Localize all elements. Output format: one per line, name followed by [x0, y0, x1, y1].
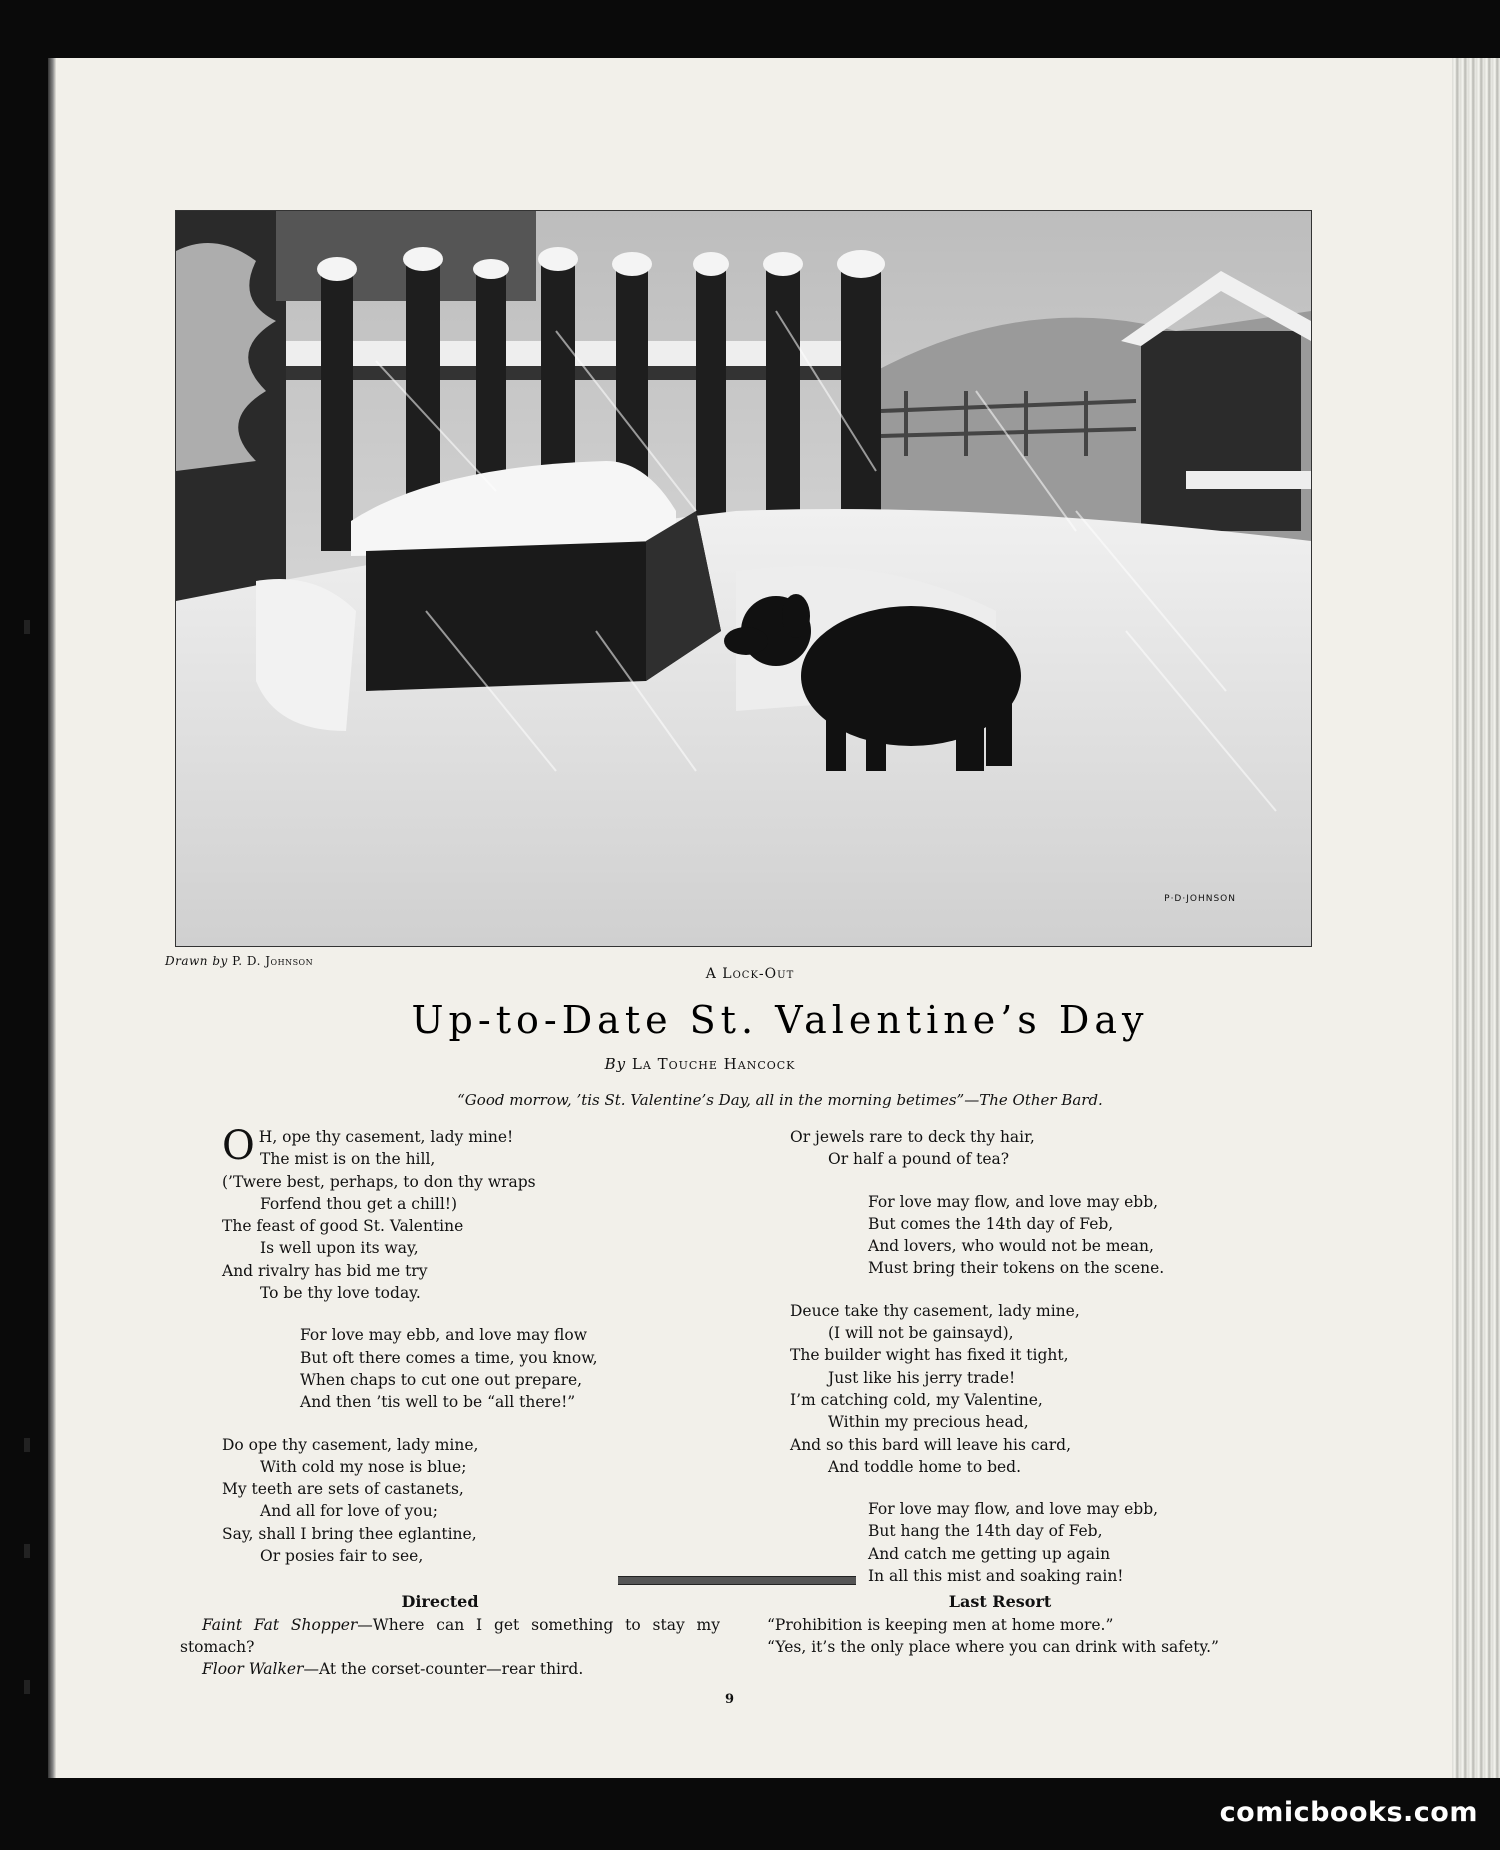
poem-line-text: And toddle home to bed.: [828, 1457, 1022, 1476]
article-epigraph: “Good morrow, ’tis St. Valentine’s Day, all in the morning betimes”—The Other Bard.: [457, 1091, 1103, 1109]
credit-artist: P. D. Johnson: [232, 954, 314, 968]
joke-line: “Prohibition is keeping men at home more.”: [767, 1616, 1114, 1634]
poem-line-text: Or posies fair to see,: [260, 1547, 424, 1566]
poem-line-text: Or half a pound of tea?: [828, 1150, 1010, 1169]
page-edges: [1452, 58, 1500, 1778]
poem-line: [790, 1367, 1230, 1389]
poem-line-text: The feast of good St. Valentine: [222, 1217, 464, 1236]
poem-line-text: Must bring their tokens on the scene.: [868, 1259, 1165, 1278]
section-divider: [618, 1576, 856, 1585]
joke-line: “Yes, it’s the only place where you can drink with safety.”: [767, 1638, 1219, 1656]
poem-line-text: And catch me getting up again: [868, 1544, 1111, 1563]
poem-line: [222, 1260, 642, 1282]
illustration-credit: [165, 954, 313, 968]
poem-line: [790, 1344, 1230, 1366]
poem-line-text: I’m catching cold, my Valentine,: [790, 1390, 1043, 1409]
joke-speaker: Faint Fat Shopper: [202, 1616, 358, 1634]
poem-line: [222, 1456, 642, 1478]
joke-heading-directed: Directed: [401, 1592, 479, 1611]
binding-mark: [24, 1680, 30, 1694]
poem-line: [790, 1543, 1230, 1565]
poem-line: [790, 1411, 1230, 1433]
poem-line-text: But comes the 14th day of Feb,: [868, 1214, 1114, 1233]
poem-line: [222, 1391, 642, 1413]
drop-cap: O: [222, 1123, 255, 1169]
watermark: comicbooks.com: [1219, 1797, 1478, 1828]
byline-prefix: By: [604, 1055, 627, 1073]
joke-last-resort: [745, 1614, 1290, 1658]
poem-line: [222, 1324, 642, 1346]
illustration-caption: A Lock-Out: [705, 966, 795, 982]
poem-line: [790, 1191, 1230, 1213]
poem-line: [790, 1498, 1230, 1520]
poem-line-text: Say, shall I bring thee eglantine,: [222, 1524, 477, 1543]
stanza-gap: [790, 1171, 1230, 1191]
poem-line: [222, 1523, 642, 1545]
poem-line-text: And lovers, who would not be mean,: [868, 1237, 1154, 1256]
illustration-drawing: [176, 211, 1311, 946]
joke-directed: [180, 1614, 720, 1680]
joke-speaker: Floor Walker: [202, 1660, 304, 1678]
poem-line-text: Within my precious head,: [828, 1413, 1029, 1432]
illustration-a-lock-out: [175, 210, 1312, 947]
poem-line: [790, 1126, 1230, 1148]
poem-line: [222, 1369, 642, 1391]
poem-line: [222, 1282, 642, 1304]
stanza-gap: [222, 1414, 642, 1434]
joke-line: —At the corset-counter—rear third.: [303, 1660, 584, 1678]
poem-line-text: Forfend thou get a chill!): [260, 1194, 458, 1213]
stanza-gap: [790, 1280, 1230, 1300]
poem-line: [790, 1565, 1230, 1587]
poem-line: [790, 1235, 1230, 1257]
binding-mark: [24, 620, 30, 634]
poem-line-text: For love may flow, and love may ebb,: [868, 1192, 1159, 1211]
credit-prefix: Drawn by: [165, 954, 228, 968]
poem-line-text: Just like his jerry trade!: [828, 1368, 1016, 1387]
poem-line: [222, 1545, 642, 1567]
poem-line: [790, 1300, 1230, 1322]
poem-line-text: The mist is on the hill,: [260, 1150, 436, 1169]
poem-line: [790, 1322, 1230, 1344]
poem-line-text: And rivalry has bid me try: [222, 1261, 428, 1280]
poem-line: [790, 1456, 1230, 1478]
poem-line: [222, 1347, 642, 1369]
page-number: 9: [725, 1692, 735, 1707]
poem-line: [222, 1148, 642, 1170]
poem-line: [222, 1500, 642, 1522]
poem-line: [222, 1237, 642, 1259]
poem-line-text: (’Twere best, perhaps, to don thy wraps: [222, 1172, 536, 1191]
poem-left-column: [222, 1123, 642, 1567]
poem-line-text: (I will not be gainsayd),: [828, 1324, 1014, 1343]
byline-author: La Touche Hancock: [631, 1055, 796, 1073]
poem-right-column: [790, 1126, 1230, 1587]
poem-line: [790, 1389, 1230, 1411]
binding-mark: [24, 1438, 30, 1452]
poem-line-text: And all for love of you;: [260, 1502, 438, 1521]
article-title: Up-to-Date St. Valentine’s Day: [411, 998, 1149, 1042]
poem-line-text: The builder wight has fixed it tight,: [790, 1346, 1069, 1365]
poem-line-text: And then ’tis well to be “all there!”: [300, 1393, 576, 1412]
poem-line-text: But hang the 14th day of Feb,: [868, 1522, 1103, 1541]
joke-line: —Where can I get something to stay my stomach?: [180, 1616, 721, 1656]
poem-line: [790, 1148, 1230, 1170]
poem-line-text: When chaps to cut one out prepare,: [300, 1370, 583, 1389]
poem-line-text: H, ope thy casement, lady mine!: [258, 1128, 514, 1146]
poem-line-text: To be thy love today.: [260, 1284, 421, 1303]
poem-line: [222, 1434, 642, 1456]
poem-line-text: Or jewels rare to deck thy hair,: [790, 1128, 1035, 1146]
poem-line: [222, 1171, 642, 1193]
stanza-gap: [790, 1478, 1230, 1498]
poem-line-text: In all this mist and soaking rain!: [868, 1567, 1124, 1586]
poem-line-text: But oft there comes a time, you know,: [300, 1348, 598, 1367]
poem-line-text: My teeth are sets of castanets,: [222, 1480, 464, 1499]
article-byline: [500, 1055, 900, 1073]
artist-signature: P·D·JOHNSON: [1164, 894, 1236, 904]
joke-heading-last-resort: Last Resort: [948, 1592, 1052, 1611]
page-gutter: [48, 58, 56, 1778]
poem-line: [222, 1215, 642, 1237]
poem-line-text: And so this bard will leave his card,: [790, 1435, 1072, 1454]
poem-line: [790, 1434, 1230, 1456]
stanza-gap: [222, 1304, 642, 1324]
poem-line-text: For love may flow, and love may ebb,: [868, 1500, 1159, 1519]
poem-line-text: For love may ebb, and love may flow: [300, 1326, 587, 1345]
binding-mark: [24, 1544, 30, 1558]
poem-line-text: With cold my nose is blue;: [260, 1457, 467, 1476]
poem-line-text: Is well upon its way,: [260, 1239, 419, 1258]
poem-line-text: Do ope thy casement, lady mine,: [222, 1435, 479, 1454]
poem-line: [790, 1520, 1230, 1542]
poem-line: [222, 1478, 642, 1500]
poem-line: [790, 1213, 1230, 1235]
poem-line: [790, 1257, 1230, 1279]
poem-line-text: Deuce take thy casement, lady mine,: [790, 1301, 1080, 1320]
poem-line: [222, 1193, 642, 1215]
